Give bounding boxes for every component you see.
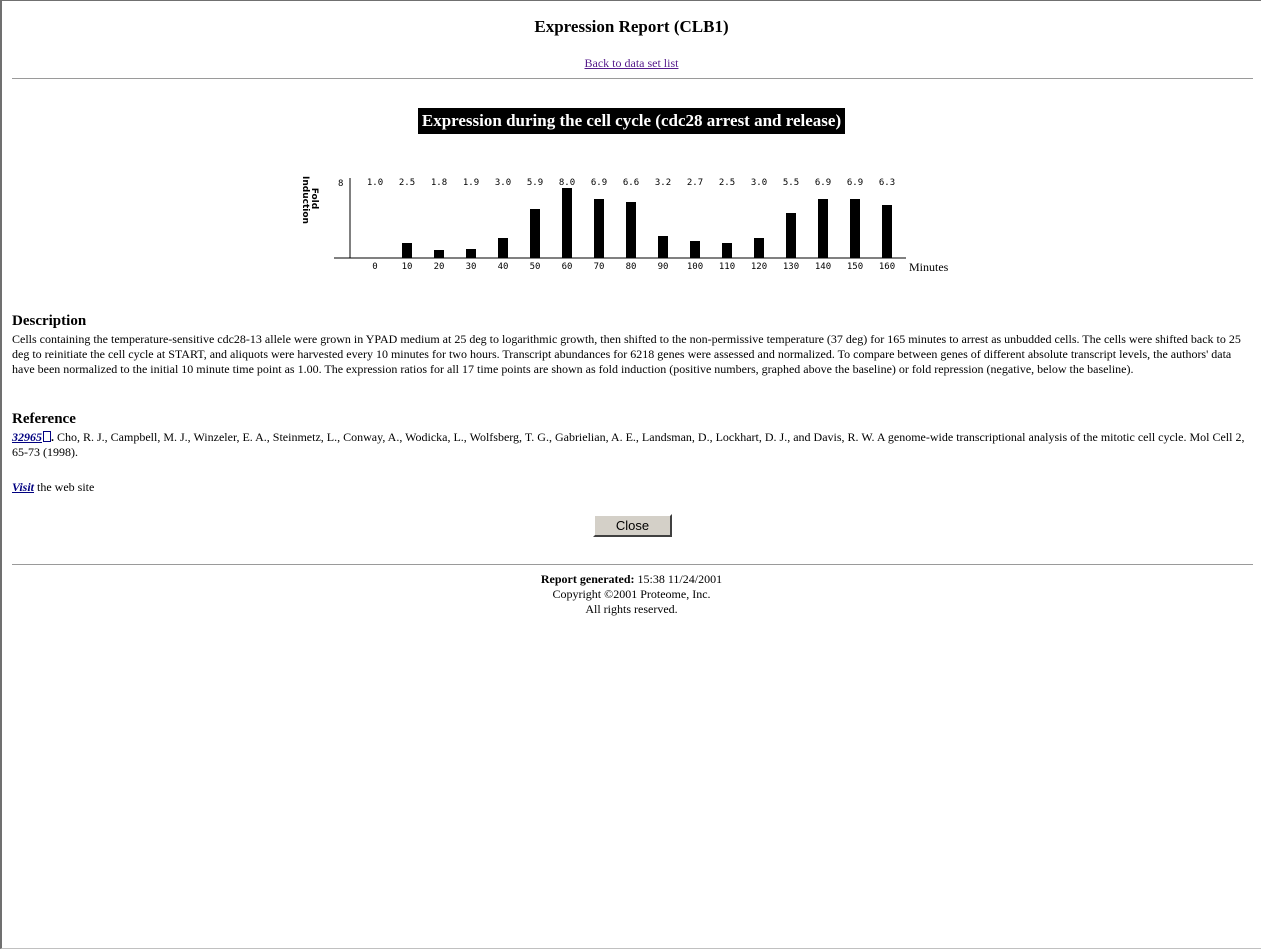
y-axis-label: Fold Induction: [300, 176, 319, 224]
value-label-110: 2.5: [718, 178, 736, 188]
rights-text: All rights reserved.: [585, 602, 678, 616]
top-divider: [12, 78, 1253, 79]
report-generated-line: [2, 572, 1261, 587]
reference-id-suffix: .: [51, 430, 54, 444]
bar-70: [594, 199, 604, 258]
x-tick-label-90: 90: [657, 262, 669, 272]
report-generated-label: Report generated:: [540, 572, 635, 586]
value-label-150: 6.9: [846, 178, 864, 188]
x-tick-label-60: 60: [561, 262, 573, 272]
value-label-40: 3.0: [494, 178, 512, 188]
x-tick-label-110: 110: [718, 262, 736, 272]
bar-120: [754, 238, 764, 258]
reference-heading: Reference: [12, 411, 76, 427]
value-label-10: 2.5: [398, 178, 416, 188]
chart-value-labels: [367, 178, 895, 188]
reference-citation-block: [12, 430, 1252, 460]
value-label-100: 2.7: [686, 178, 704, 188]
bar-80: [626, 202, 636, 258]
bar-10: [402, 243, 412, 258]
x-tick-label-160: 160: [878, 262, 896, 272]
x-tick-label-100: 100: [686, 262, 704, 272]
footer-divider: [12, 564, 1253, 565]
expression-bar-chart: [302, 166, 962, 281]
x-tick-label-0: 0: [372, 262, 378, 272]
value-label-90: 3.2: [654, 178, 672, 188]
report-generated-value: 15:38 11/24/2001: [634, 572, 723, 586]
bar-150: [850, 199, 860, 258]
visit-text: the web site: [34, 480, 95, 494]
bar-140: [818, 199, 828, 258]
value-label-60: 8.0: [558, 178, 576, 188]
description-heading: Description: [12, 313, 87, 329]
x-tick-label-50: 50: [529, 262, 541, 272]
x-tick-label-80: 80: [625, 262, 637, 272]
x-tick-label-150: 150: [846, 262, 864, 272]
value-label-160: 6.3: [878, 178, 896, 188]
bar-40: [498, 238, 508, 258]
bar-90: [658, 236, 668, 258]
y-tick-label: 8: [338, 179, 344, 189]
chart-heading-container: [2, 108, 1261, 134]
bar-50: [530, 209, 540, 258]
x-tick-label-10: 10: [401, 262, 413, 272]
chart-bars: [402, 188, 892, 258]
visit-web-site-link[interactable]: Visit: [12, 480, 35, 494]
reference-citation-text: Cho, R. J., Campbell, M. J., Winzeler, E. A., Steinmetz, L., Conway, A., Wodicka, L., Wolfsberg, T. G., Gabrielian, A. E., Landsman, D., Lockhart, D. J., and Davis, R. W. A genome-wide transcriptional analysis of the mitotic cell cycle. Mol Cell 2, 65-73 (1998).: [12, 430, 1245, 459]
value-label-0: 1.0: [366, 178, 384, 188]
bar-60: [562, 188, 572, 258]
bar-110: [722, 243, 732, 258]
footer: [2, 572, 1261, 617]
value-label-30: 1.9: [462, 178, 480, 188]
close-button[interactable]: Close: [593, 514, 672, 537]
value-label-50: 5.9: [526, 178, 544, 188]
external-link-icon[interactable]: [43, 431, 51, 442]
back-link-container: [2, 56, 1261, 71]
x-tick-label-20: 20: [433, 262, 445, 272]
bar-160: [882, 205, 892, 258]
copyright-text: Copyright ©2001 Proteome, Inc.: [552, 587, 711, 601]
bar-30: [466, 249, 476, 258]
reference-id-link[interactable]: 32965: [12, 430, 42, 444]
x-tick-label-70: 70: [593, 262, 605, 272]
x-tick-label-140: 140: [814, 262, 832, 272]
bar-20: [434, 250, 444, 258]
x-tick-label-30: 30: [465, 262, 477, 272]
page-title: Expression Report (CLB1): [534, 17, 729, 36]
chart-heading: Expression during the cell cycle (cdc28 arrest and release): [418, 108, 845, 134]
visit-line: [12, 480, 94, 495]
x-axis-label: Minutes: [909, 260, 949, 274]
value-label-80: 6.6: [622, 178, 640, 188]
value-label-70: 6.9: [590, 178, 608, 188]
value-label-140: 6.9: [814, 178, 832, 188]
x-tick-label-130: 130: [782, 262, 800, 272]
bar-130: [786, 213, 796, 258]
back-to-data-set-list-link[interactable]: Back to data set list: [584, 56, 679, 70]
chart-x-tick-labels: [372, 262, 895, 272]
value-label-20: 1.8: [430, 178, 448, 188]
value-label-120: 3.0: [750, 178, 768, 188]
description-text: Cells containing the temperature-sensitive cdc28-13 allele were grown in YPAD medium at 25 deg to logarithmic growth, then shifted to the non-permissive temperature (37 deg) for 165 minutes to arrest as unbudded cells. The cells were shifted back to 25 deg to reinitiate the cell cycle at START, and aliquots were harvested every 10 minutes for two hours. Transcript abundances for 6218 genes were assessed and normalized. To compare between genes of different absolute transcript levels, the authors' data have been normalized to the initial 10 minute time point as 1.00. The expression ratios for all 17 time points are shown as fold induction (positive numbers, graphed above the baseline) or fold repression (negative, below the baseline).: [12, 332, 1241, 376]
bar-100: [690, 241, 700, 258]
x-tick-label-120: 120: [750, 262, 768, 272]
value-label-130: 5.5: [782, 178, 800, 188]
x-tick-label-40: 40: [497, 262, 509, 272]
